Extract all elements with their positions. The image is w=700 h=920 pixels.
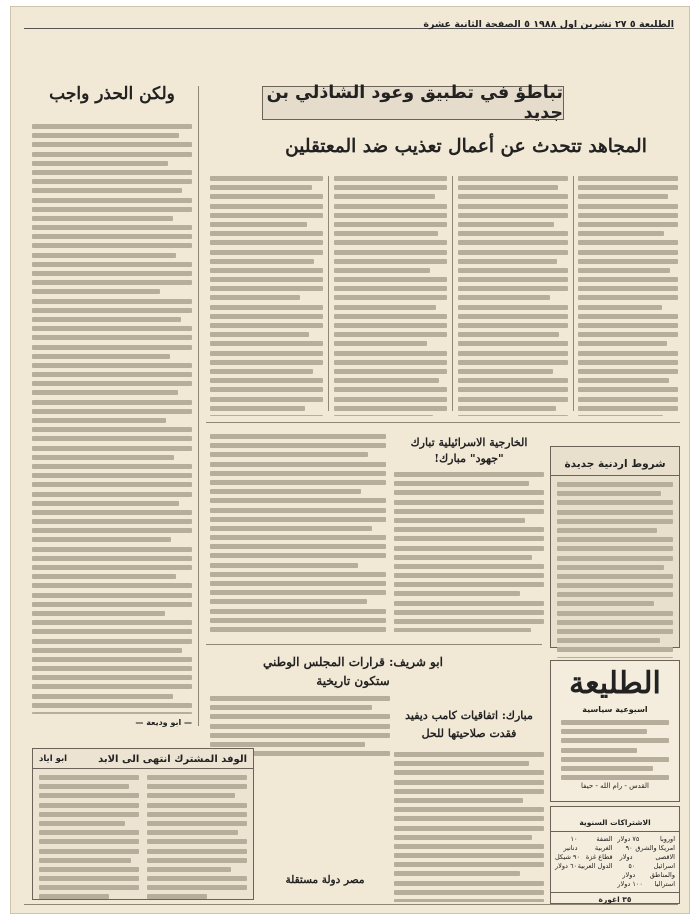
masthead-subtitle: اسبوعية سياسية	[582, 705, 648, 714]
price-row: الضفة الغربية ١٠ دنانير	[563, 835, 613, 852]
mubarak-headline: مبارك: اتفاقيات كامب ديفيد فقدت صلاحيتها للحل	[405, 709, 533, 740]
prices-right	[555, 835, 613, 889]
price-row: اوروبا ٧٥ دولار	[617, 835, 675, 843]
masthead-title: الطليعة	[569, 666, 661, 701]
main-subhead-box	[258, 136, 674, 164]
price-row: اسرائيل والمناطق ٥٠ دولار	[622, 862, 675, 879]
main-col-right	[458, 176, 568, 416]
price-row: استراليا ١٠٠ دولار	[617, 880, 675, 888]
caution-text-block	[32, 124, 192, 714]
joint-byline: ابو اياد	[39, 754, 68, 764]
caution-byline: — ابو وديعة —	[135, 718, 192, 727]
page-header	[24, 12, 674, 29]
israel-headline-box	[394, 434, 544, 464]
price-row: امريكا والشرق الاقصى ٩٠ دولار	[619, 844, 675, 861]
price-row: قطاع غزة ٩٠ شيكل	[555, 853, 613, 861]
sharif-headline-box	[260, 652, 446, 692]
state-headline: مصر دولة مستقلة	[285, 874, 365, 886]
jordan-box	[550, 446, 680, 648]
israel-text-block	[394, 472, 544, 632]
subscriptions-box	[550, 806, 680, 904]
israel-headline: الخارجية الاسرائيلية تبارك "جهود" مبارك!	[410, 436, 528, 465]
masthead-cities: القدس - رام الله - حيفا	[581, 782, 649, 790]
prices-left	[617, 835, 675, 889]
sharif-headline: ابو شريف: قرارات المجلس الوطني ستكون تاريخية	[263, 655, 443, 688]
main-col-mid	[334, 176, 447, 416]
mubarak-text-block	[394, 752, 544, 902]
price-row: الدول العربية ٦٠ دولار	[555, 862, 613, 870]
masthead-box	[550, 660, 680, 802]
newspaper-page	[10, 6, 690, 914]
subscriptions-title: الاشتراكات السنوية	[579, 818, 651, 827]
main-col-left	[210, 176, 323, 416]
jordan-title: شروط اردنية جديدة	[564, 458, 666, 470]
caution-headline: ولكن الحذر واجب	[49, 84, 175, 104]
mubarak-headline-box	[394, 706, 544, 746]
main-headline: تباطؤ في تطبيق وعود الشاذلي بن جديد	[266, 83, 563, 123]
state-headline-box	[260, 868, 390, 886]
cont-text-block	[210, 434, 386, 634]
joint-title: الوفد المشترك انتهى الى الابد	[98, 754, 247, 765]
issue-price: ٣٥ اغورة	[551, 892, 679, 904]
main-col-lead	[578, 176, 678, 416]
dateline: الطليعة ٥ ٢٧ تشرين اول ١٩٨٨ ٥ الصفحة الثانية عشرة	[423, 19, 674, 30]
joint-delegation-box	[32, 748, 254, 900]
sharif-text-block	[210, 696, 390, 756]
main-headline-box	[262, 83, 564, 123]
main-subhead: المجاهد تتحدث عن أعمال تعذيب ضد المعتقلين	[285, 136, 647, 157]
caution-headline-box	[32, 84, 192, 114]
